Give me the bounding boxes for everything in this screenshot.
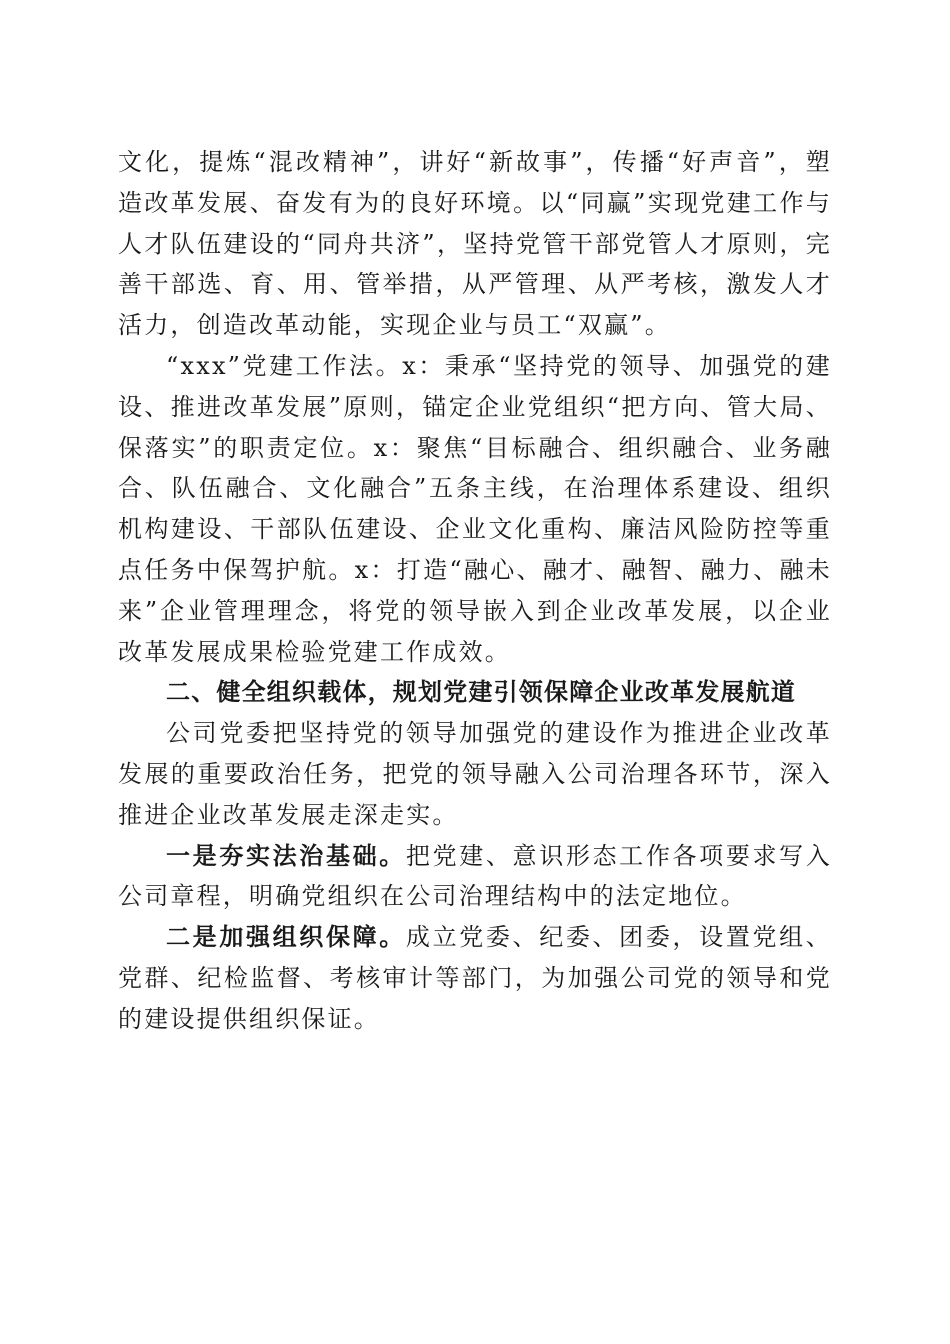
paragraph-text: 公司党委把坚持党的领导加强党的建设作为推进企业改革发展的重要政治任务，把党的领导融入公司治理各环节，深入推进企业改革发展走深走实。 xyxy=(118,719,832,829)
point-lead: 二是加强组织保障。 xyxy=(166,923,406,952)
point-one-paragraph xyxy=(118,836,832,918)
paragraph-text: 成立党委、纪委、团委，设置党组、党群、纪检监督、考核审计等部门，为加强公司党的领导和党的建设提供组织保证。 xyxy=(118,923,832,1033)
point-two-paragraph xyxy=(118,917,832,1039)
paragraph-text: 文化，提炼“混改精神”，讲好“新故事”，传播“好声音”，塑造改革发展、奋发有为的良好环境。以“同赢”实现党建工作与人才队伍建设的“同舟共济”，坚持党管干部党管人才原则，完善干部选、育、用、管举措，从严管理、从严考核，激发人才活力，创造改革动能，实现企业与员工“双赢”。 xyxy=(118,148,832,340)
section-heading xyxy=(118,672,832,713)
work-method-paragraph xyxy=(118,346,832,672)
point-lead: 一是夯实法治基础。 xyxy=(166,841,406,870)
continued-paragraph xyxy=(118,142,832,346)
section-intro-paragraph xyxy=(118,713,832,835)
paragraph-text: 把党建、意识形态工作各项要求写入公司章程，明确党组织在公司治理结构中的法定地位。 xyxy=(118,841,832,911)
heading-text: 二、健全组织载体，规划党建引领保障企业改革发展航道 xyxy=(166,678,796,707)
paragraph-text: “xxx”党建工作法。x：秉承“坚持党的领导、加强党的建设、推进改革发展”原则，锚定企业党组织“把方向、管大局、保落实”的职责定位。x：聚焦“目标融合、组织融合、业务融合、队伍融合、文化融合”五条主线，在治理体系建设、组织机构建设、干部队伍建设、企业文化重构、廉洁风险防控等重点任务中保驾护航。x：打造“融心、融才、融智、融力、融未来”企业管理理念，将党的领导嵌入到企业改革发展，以企业改革发展成果检验党建工作成效。 xyxy=(118,351,832,666)
document-page xyxy=(118,142,832,1040)
